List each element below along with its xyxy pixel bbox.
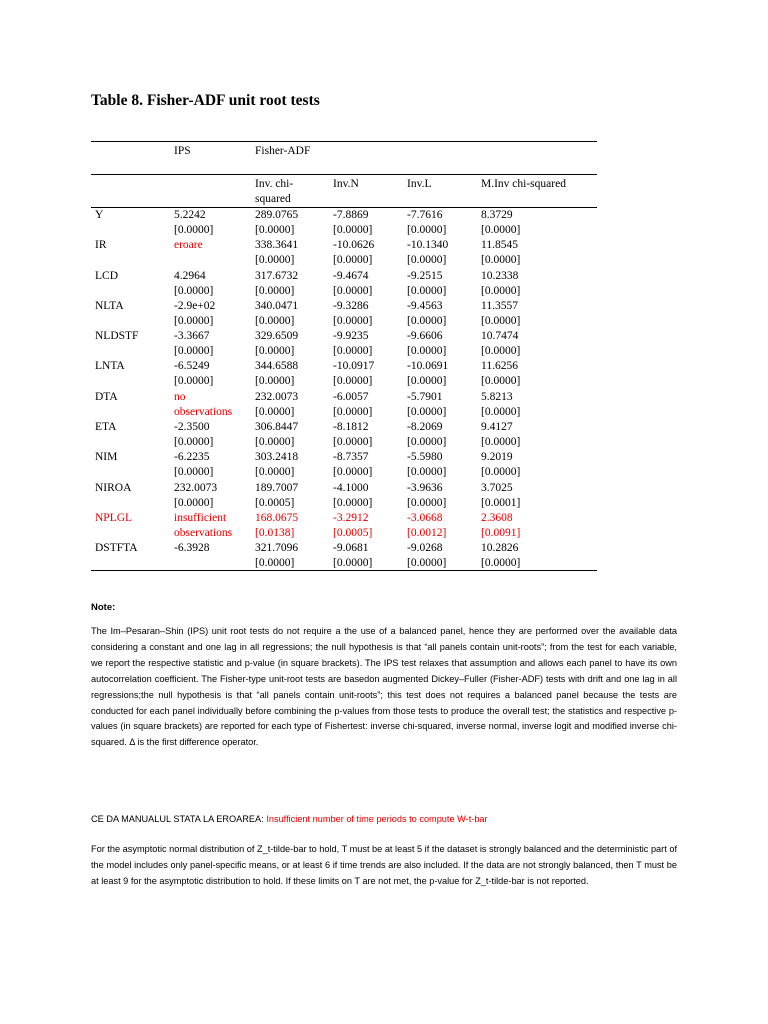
cell-ips: -6.5249 [0.0000] — [174, 360, 214, 388]
header-inv-n: Inv.N — [333, 178, 359, 190]
cell-inv-chi-squared: 232.0073 [0.0000] — [255, 390, 299, 418]
cell-m-inv-chi-squared: 11.8545 [0.0000] — [481, 239, 521, 267]
cell-ips: -3.3667 [0.0000] — [174, 330, 214, 358]
cell-inv-l: -10.1340 [0.0000] — [407, 239, 449, 267]
header-inv-chi-squared: Inv. chi- squared — [255, 178, 294, 205]
table-row — [91, 359, 597, 389]
row-variable-name: NPLGL — [95, 511, 133, 524]
row-variable-name: NLTA — [95, 299, 124, 312]
table-row — [91, 511, 597, 541]
cell-inv-n: -6.0057 [0.0000] — [333, 390, 373, 418]
cell-inv-n: -7.8869 [0.0000] — [333, 209, 373, 236]
cell-inv-l: -9.2515 [0.0000] — [407, 269, 447, 297]
table-row — [91, 329, 597, 359]
row-variable-name: ETA — [95, 421, 117, 434]
cell-m-inv-chi-squared: 5.8213 [0.0000] — [481, 390, 521, 418]
cell-inv-l: -8.2069 [0.0000] — [407, 421, 447, 449]
cell-inv-n: -3.2912 [0.0005] — [333, 511, 373, 539]
cell-ips: 5.2242 [0.0000] — [174, 209, 214, 236]
cell-ips: -6.2235 [0.0000] — [174, 451, 214, 479]
cell-ips: -2.3500 [0.0000] — [174, 421, 214, 449]
cell-inv-n: -10.0626 [0.0000] — [333, 239, 375, 267]
cell-m-inv-chi-squared: 10.2826 [0.0000] — [481, 542, 521, 570]
table-row — [91, 541, 597, 571]
note-paragraph: The Im–Pesaran–Shin (IPS) unit root tests do not require a the use of a balanced panel, hence they are performed over the available data considering a constant and one lag in all regressions; the null hypothesis is that “all panels contain unit-roots”; from the test for each variable, we report the respective statistic and p-value (in square brackets). The IPS test relaxes that assumption and allows each panel to have its own autocorrelation coefficient. The Fisher-type unit-root tests are basedon augmented Dickey–Fuller (Fisher-ADF) tests with drift and one lag in all regressions;the null hypothesis is that “all panels contain unit-roots”; this test does not requires a balanced panel because the tests are conducted for each panel individually before combining the p-values from those tests to produce the overall test; the statistics and respective p-values (in square brackets) are reported for each type of Fishertest: inverse chi-squared, inverse normal, inverse logit and modified inverse chi-squared. Δ is the first difference operator. — [91, 626, 677, 748]
header-ips: IPS — [174, 145, 191, 157]
cell-ips: 232.0073 [0.0000] — [174, 481, 218, 509]
table-header-row-1 — [91, 141, 597, 175]
cell-inv-n: -9.9235 [0.0000] — [333, 330, 373, 358]
table-body — [91, 208, 597, 571]
cell-inv-chi-squared: 189.7007 [0.0005] — [255, 481, 299, 509]
cell-inv-n: -4.1000 [0.0000] — [333, 481, 373, 509]
cell-m-inv-chi-squared: 10.7474 [0.0000] — [481, 330, 521, 358]
stata-error-line — [91, 814, 488, 824]
cell-inv-chi-squared: 317.6732 [0.0000] — [255, 269, 299, 297]
row-variable-name: NIM — [95, 451, 118, 464]
table-row — [91, 269, 597, 299]
cell-inv-n: -8.1812 [0.0000] — [333, 421, 373, 449]
cell-m-inv-chi-squared: 11.3557 [0.0000] — [481, 299, 521, 327]
stata-error-message: Insufficient number of time periods to compute W-t-bar — [266, 814, 488, 824]
cell-inv-chi-squared: 168.0675 [0.0138] — [255, 511, 299, 539]
table-header-row-2 — [91, 175, 597, 208]
row-variable-name: LNTA — [95, 360, 125, 373]
cell-inv-l: -3.0668 [0.0012] — [407, 511, 447, 539]
cell-inv-chi-squared: 306.8447 [0.0000] — [255, 421, 299, 449]
cell-m-inv-chi-squared: 2.3608 [0.0091] — [481, 511, 521, 539]
table-title: Table 8. Fisher-ADF unit root tests — [91, 92, 320, 109]
row-variable-name: NIROA — [95, 481, 132, 494]
cell-inv-l: -10.0691 [0.0000] — [407, 360, 449, 388]
row-variable-name: NLDSTF — [95, 330, 139, 343]
cell-ips: eroare — [174, 239, 203, 252]
table-row — [91, 208, 597, 238]
header-fisher-adf: Fisher-ADF — [255, 145, 311, 157]
cell-inv-l: -9.6606 [0.0000] — [407, 330, 447, 358]
cell-inv-n: -9.4674 [0.0000] — [333, 269, 373, 297]
cell-inv-n: -8.7357 [0.0000] — [333, 451, 373, 479]
cell-inv-chi-squared: 321.7096 [0.0000] — [255, 542, 299, 570]
cell-ips: insufficient observations — [174, 511, 233, 539]
fisher-adf-table — [91, 141, 597, 571]
cell-m-inv-chi-squared: 9.2019 [0.0000] — [481, 451, 521, 479]
table-row — [91, 450, 597, 480]
table-row — [91, 420, 597, 450]
cell-ips: -2.9e+02 [0.0000] — [174, 299, 216, 327]
row-variable-name: LCD — [95, 269, 118, 282]
table-row — [91, 481, 597, 511]
cell-m-inv-chi-squared: 3.7025 [0.0001] — [481, 481, 521, 509]
stata-explanation: For the asymptotic normal distribution of Z_t-tilde-bar to hold, T must be at least 5 if the dataset is strongly balanced and the deterministic part of the model includes only panel-specific means, or at least 6 if time trends are also included. If the data are not strongly balanced, then T must be at least 9 for the asymptotic distribution to hold. If these limits on T are not met, the p-value for Z_t-tilde-bar is not reported. — [91, 844, 677, 886]
cell-inv-l: -7.7616 [0.0000] — [407, 209, 447, 236]
cell-inv-chi-squared: 340.0471 [0.0000] — [255, 299, 299, 327]
cell-ips: 4.2964 [0.0000] — [174, 269, 214, 297]
cell-inv-n: -9.0681 [0.0000] — [333, 542, 373, 570]
row-variable-name: IR — [95, 239, 107, 252]
cell-m-inv-chi-squared: 8.3729 [0.0000] — [481, 209, 521, 236]
header-m-inv-chi-squared: M.Inv chi-squared — [481, 178, 566, 190]
cell-inv-chi-squared: 344.6588 [0.0000] — [255, 360, 299, 388]
row-variable-name: Y — [95, 209, 104, 221]
cell-inv-l: -3.9636 [0.0000] — [407, 481, 447, 509]
cell-inv-chi-squared: 289.0765 [0.0000] — [255, 209, 299, 236]
cell-inv-chi-squared: 303.2418 [0.0000] — [255, 451, 299, 479]
cell-inv-n: -9.3286 [0.0000] — [333, 299, 373, 327]
row-variable-name: DSTFTA — [95, 542, 138, 555]
table-row — [91, 299, 597, 329]
stata-label: CE DA MANUALUL STATA LA EROAREA: — [91, 814, 264, 824]
row-variable-name: DTA — [95, 390, 118, 403]
cell-inv-l: -9.0268 [0.0000] — [407, 542, 447, 570]
note-heading: Note: — [91, 602, 116, 613]
cell-ips: -6.3928 — [174, 542, 210, 555]
cell-inv-chi-squared: 329.6509 [0.0000] — [255, 330, 299, 358]
cell-inv-n: -10.0917 [0.0000] — [333, 360, 375, 388]
cell-m-inv-chi-squared: 11.6256 [0.0000] — [481, 360, 521, 388]
cell-inv-l: -9.4563 [0.0000] — [407, 299, 447, 327]
cell-m-inv-chi-squared: 10.2338 [0.0000] — [481, 269, 521, 297]
table-row — [91, 238, 597, 268]
cell-m-inv-chi-squared: 9.4127 [0.0000] — [481, 421, 521, 449]
table-row — [91, 390, 597, 420]
cell-ips: no observations — [174, 390, 233, 418]
cell-inv-l: -5.5980 [0.0000] — [407, 451, 447, 479]
cell-inv-chi-squared: 338.3641 [0.0000] — [255, 239, 299, 267]
cell-inv-l: -5.7901 [0.0000] — [407, 390, 447, 418]
header-inv-l: Inv.L — [407, 178, 432, 190]
